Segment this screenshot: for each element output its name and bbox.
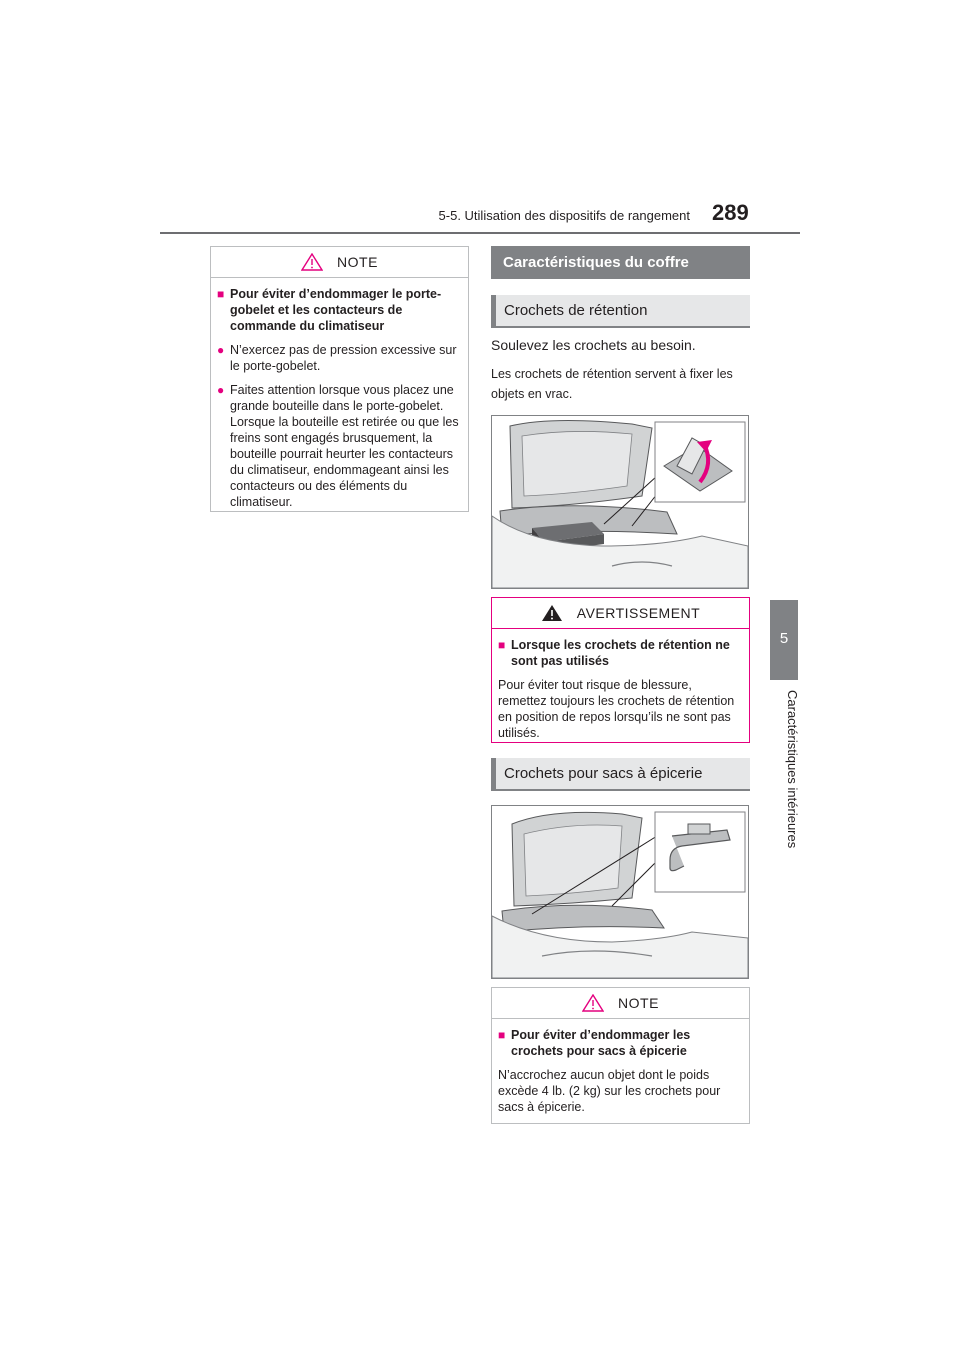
chapter-side-label: Caractéristiques intérieures bbox=[785, 690, 800, 849]
subhead-grocery-hooks: Crochets pour sacs à épicerie bbox=[491, 758, 750, 791]
note-body bbox=[211, 278, 468, 526]
retention-instruction: Soulevez les crochets au besoin. bbox=[491, 337, 696, 353]
square-bullet-icon: ■ bbox=[498, 1028, 506, 1042]
caution-triangle-icon bbox=[301, 253, 323, 271]
note-item-title: ■ Pour éviter d’endommager les crochets pour sacs à épicerie bbox=[498, 1028, 691, 1058]
note-header bbox=[211, 247, 468, 278]
note-heading: NOTE bbox=[337, 254, 378, 270]
trunk-open-drawing bbox=[492, 416, 748, 588]
note-text: N’accrochez aucun objet dont le poids excède 4 lb. (2 kg) sur les crochets pour sacs à épicerie. bbox=[498, 1068, 721, 1114]
warning-header bbox=[492, 598, 749, 629]
warning-text: Pour éviter tout risque de blessure, remettez toujours les crochets de rétention en position de repos lorsqu’ils ne sont pas utilisés. bbox=[498, 678, 735, 740]
note-bullet: ● Faites attention lorsque vous placez une grande bouteille dans le porte-gobelet. Lorsque la bouteille est retirée ou que les freins sont engagés brusquement, la bouteille pourrait heurter les contacteurs du climatiseur, endommageant ainsi les contacteurs ou des éléments du climatiseur. bbox=[217, 383, 459, 509]
caution-triangle-icon bbox=[582, 994, 604, 1012]
note-box-grocery-hooks bbox=[491, 987, 750, 1124]
circle-bullet-icon: ● bbox=[217, 383, 225, 397]
section-banner: Caractéristiques du coffre bbox=[491, 246, 750, 279]
header-rule bbox=[160, 232, 800, 234]
note-body bbox=[492, 1019, 749, 1129]
note-box-cup-holder bbox=[210, 246, 469, 512]
page-number: 289 bbox=[712, 200, 749, 225]
subhead-retention-hooks: Crochets de rétention bbox=[491, 295, 750, 328]
note-bullet: ● N’exercez pas de pression excessive sur le porte-gobelet. bbox=[217, 343, 457, 373]
square-bullet-icon: ■ bbox=[498, 638, 506, 652]
retention-description: Les crochets de rétention servent à fixer les objets en vrac. bbox=[491, 367, 733, 401]
warning-box-retention-hooks bbox=[491, 597, 750, 743]
note-heading: NOTE bbox=[618, 995, 659, 1011]
circle-bullet-icon: ● bbox=[217, 343, 225, 357]
note-item-title: ■ Pour éviter d’endommager le porte-gobelet et les contacteurs de commande du climatiseur bbox=[217, 287, 442, 333]
warning-body bbox=[492, 629, 749, 755]
warning-heading: AVERTISSEMENT bbox=[576, 605, 701, 621]
note-header bbox=[492, 988, 749, 1019]
grocery-hooks-illustration bbox=[491, 805, 749, 979]
warning-item-title: ■ Lorsque les crochets de rétention ne sont pas utilisés bbox=[498, 638, 730, 668]
warning-triangle-icon bbox=[541, 604, 563, 622]
chapter-number: 5 bbox=[779, 630, 789, 647]
trunk-grocery-drawing bbox=[492, 806, 748, 978]
square-bullet-icon: ■ bbox=[217, 287, 225, 301]
retention-hooks-illustration bbox=[491, 415, 749, 589]
section-title: 5-5. Utilisation des dispositifs de rangement bbox=[438, 208, 690, 223]
